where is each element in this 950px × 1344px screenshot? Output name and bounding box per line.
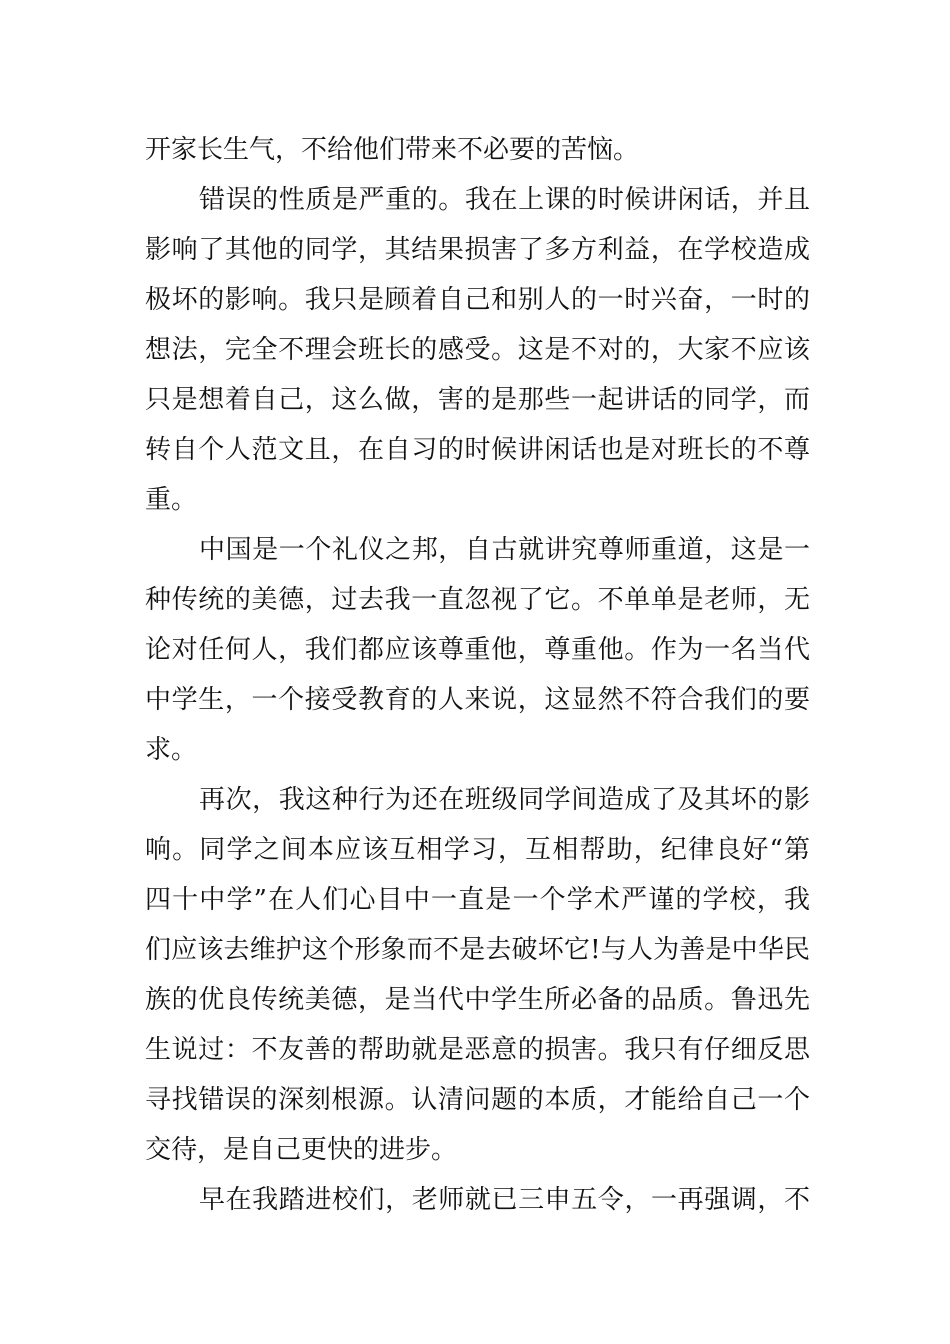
text-line: 中国是一个礼仪之邦，自古就讲究尊师重道，这是一 bbox=[199, 535, 810, 565]
text-line: 只是想着自己，这么做，害的是那些一起讲话的同学，而 bbox=[145, 385, 810, 415]
text-line: 影响了其他的同学，其结果损害了多方利益，在学校造成 bbox=[145, 235, 810, 265]
text-line: 错误的性质是严重的。我在上课的时候讲闲话，并且 bbox=[199, 185, 810, 215]
paragraph bbox=[145, 525, 810, 775]
text-line: 生说过：不友善的帮助就是恶意的损害。我只有仔细反思 bbox=[145, 1035, 810, 1065]
text-line: 再次，我这种行为还在班级同学间造成了及其坏的影 bbox=[199, 785, 810, 815]
text-line: 种传统的美德，过去我一直忽视了它。不单单是老师，无 bbox=[145, 585, 810, 615]
text-line: 极坏的影响。我只是顾着自己和别人的一时兴奋，一时的 bbox=[145, 285, 810, 315]
paragraph bbox=[145, 175, 810, 525]
text-line: 开家长生气，不给他们带来不必要的苦恼。 bbox=[145, 135, 640, 165]
text-line: 寻找错误的深刻根源。认清问题的本质，才能给自己一个 bbox=[145, 1085, 810, 1115]
text-line: 转自个人范文且，在自习的时候讲闲话也是对班长的不尊 bbox=[145, 435, 810, 465]
text-line: 论对任何人，我们都应该尊重他，尊重他。作为一名当代 bbox=[145, 635, 810, 665]
text-line: 求。 bbox=[145, 735, 198, 765]
text-line: 响。同学之间本应该互相学习，互相帮助，纪律良好“第 bbox=[145, 835, 810, 865]
document-body bbox=[145, 125, 810, 1225]
text-line: 早在我踏进校们，老师就已三申五令，一再强调，不 bbox=[199, 1185, 810, 1215]
text-line: 四十中学”在人们心目中一直是一个学术严谨的学校，我 bbox=[145, 885, 810, 915]
paragraph bbox=[145, 775, 810, 1175]
text-line: 们应该去维护这个形象而不是去破坏它!与人为善是中华民 bbox=[145, 935, 810, 965]
text-line: 想法，完全不理会班长的感受。这是不对的，大家不应该 bbox=[145, 335, 810, 365]
text-line: 交待，是自己更快的进步。 bbox=[145, 1135, 458, 1165]
paragraph bbox=[145, 1175, 810, 1225]
text-line: 中学生，一个接受教育的人来说，这显然不符合我们的要 bbox=[145, 685, 810, 715]
text-line: 重。 bbox=[145, 485, 198, 515]
text-line: 族的优良传统美德，是当代中学生所必备的品质。鲁迅先 bbox=[145, 985, 810, 1015]
paragraph bbox=[145, 125, 810, 175]
